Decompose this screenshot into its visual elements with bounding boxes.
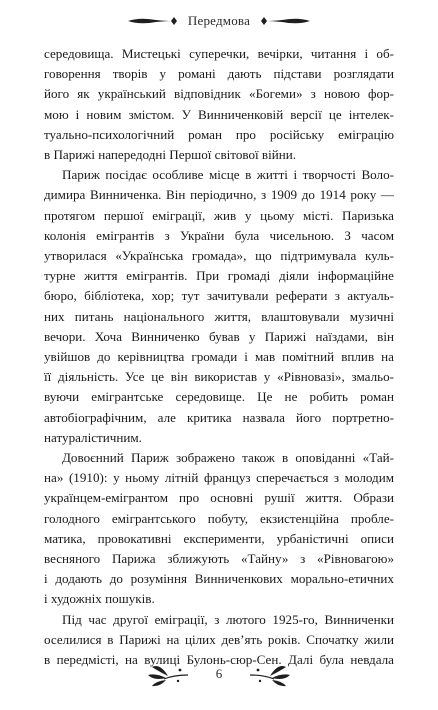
text-line: автобіографічним, але критика назвала його портретно- [44, 409, 394, 425]
text-line: Париж посідає особливе місце в житті і творчості Воло- [62, 167, 394, 183]
page-number: 6 [215, 666, 223, 681]
text-line: колонія емігрантів з України була чисельною. З часом [44, 227, 394, 243]
text-line: в Парижі напередодні Першої світової війни. [44, 147, 297, 163]
text-line: українцем-емігрантом про основні рушії життя. Образи [44, 490, 394, 506]
text-line: середовища. Мистецькі суперечки, вечірки, читання і об- [44, 46, 394, 61]
text-line: протягом першої еміграції, жив у цьому місті. Паризька [44, 207, 394, 223]
ornament-left-icon [126, 15, 178, 27]
page-footer [0, 654, 438, 694]
text-line: них питань національного життя, влаштовували музичні [44, 308, 394, 324]
text-line: бюро, бібліотека, хор; тут зачитували реферати з актуаль- [44, 288, 394, 304]
text-line: голодного емігрантського побуту, екзистенційна пробле- [44, 510, 394, 526]
paragraph [44, 44, 394, 165]
floral-ornament-right-icon [248, 659, 294, 689]
text-line: весняного Парижа зближують «Тайну» з «Рівновагою» [44, 551, 394, 567]
text-line: на» (1910): у ньому літній француз сперечається з молодим [44, 470, 394, 486]
paragraph [44, 165, 394, 448]
text-line: матика, провокативні експерименти, урбаністичні описи [44, 530, 394, 546]
paragraph [44, 448, 394, 610]
text-line: говорення творів у романі дають підстави розглядати [44, 66, 394, 82]
text-line: оселилися в Парижі на цілих дев’ять років. Спочатку жили [44, 631, 394, 647]
text-line: і художніх пошуків. [44, 591, 155, 607]
text-line: Довоєнний Париж зображено також в оповіданні «Тай- [62, 450, 394, 466]
ornament-right-icon [260, 15, 312, 27]
text-line: димира Винниченка. Він періодично, з 1909 до 1914 року — [44, 187, 394, 203]
text-line: і додають до розуміння Винниченкових морально-етичних [44, 571, 394, 587]
text-line: її діяльність. Усе це він використав у «Рівновазі», змальо- [44, 369, 394, 385]
text-line: вуючи емігрантське середовище. Це не робить роман [44, 389, 394, 405]
text-line: турне життя емігрантів. При громаді діяли інформаційне [44, 268, 394, 284]
floral-ornament-left-icon [144, 659, 190, 689]
text-line: в передмісті, на вулиці Булонь-сюр-Сен. Далі була невдала [44, 652, 394, 668]
text-line: його як український відповідник «Богеми» з новою фор- [44, 86, 394, 102]
text-line: утворилася «Українська громада», що підтримувала куль- [44, 248, 394, 264]
body-text [44, 44, 394, 670]
text-line: натуралістичним. [44, 429, 142, 445]
text-line: мою і новим змістом. У Винниченковій версії це інтелек- [44, 106, 394, 122]
running-header [0, 7, 438, 35]
running-title: Передмова [187, 13, 251, 28]
text-line: туально-психологічний роман про російську еміграцію [44, 126, 394, 142]
text-line: увійшов до керівництва громади і мав помітний вплив на [44, 349, 394, 365]
text-line: вечори. Хоча Винниченко бував у Парижі наїздами, він [44, 328, 394, 344]
text-line: Під час другої еміграції, з лютого 1925-го, Винниченки [62, 611, 394, 627]
